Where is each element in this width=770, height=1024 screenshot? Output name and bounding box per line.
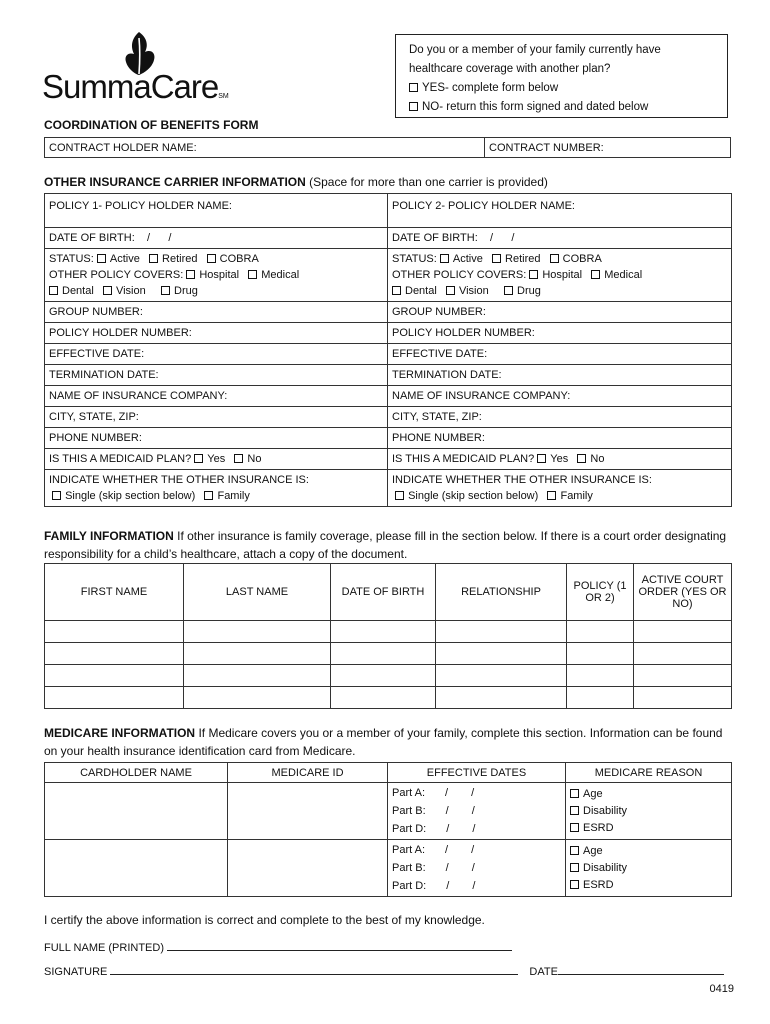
checkbox-icon[interactable] bbox=[570, 846, 579, 855]
checkbox-icon[interactable] bbox=[149, 254, 158, 263]
checkbox-icon[interactable] bbox=[440, 254, 449, 263]
policy1-company-field[interactable]: NAME OF INSURANCE COMPANY: bbox=[45, 386, 388, 407]
family-table bbox=[44, 563, 732, 709]
checkbox-icon[interactable] bbox=[395, 491, 404, 500]
medicare-col-dates: EFFECTIVE DATES bbox=[388, 763, 566, 783]
contract-number-field[interactable]: CONTRACT NUMBER: bbox=[485, 138, 731, 158]
family-section-heading: FAMILY INFORMATION If other insurance is family coverage, please fill in the section below. If there is a court order designating responsibility for a child’s healthcare, attach a copy of the document. bbox=[44, 529, 727, 561]
signature-row: SIGNATURE DATE bbox=[44, 962, 724, 978]
summacare-logo: SummaCareSM bbox=[42, 68, 229, 105]
checkbox-icon[interactable] bbox=[591, 270, 600, 279]
table-row bbox=[45, 687, 732, 709]
checkbox-icon[interactable] bbox=[570, 823, 579, 832]
coverage-yes-option[interactable]: YES- complete form below bbox=[409, 79, 727, 98]
policy2-insurance-type: INDICATE WHETHER THE OTHER INSURANCE IS: Single (skip section below) Family bbox=[388, 470, 732, 507]
checkbox-icon[interactable] bbox=[103, 286, 112, 295]
checkbox-icon[interactable] bbox=[97, 254, 106, 263]
checkbox-icon[interactable] bbox=[234, 454, 243, 463]
contract-holder-field[interactable]: CONTRACT HOLDER NAME: bbox=[45, 138, 485, 158]
carrier-table bbox=[44, 193, 732, 507]
family-col-last-name: LAST NAME bbox=[184, 564, 331, 621]
checkbox-icon[interactable] bbox=[570, 880, 579, 889]
table-row bbox=[45, 783, 732, 840]
medicare-effective-dates[interactable]: Part A: / / Part B: / / Part D: / / bbox=[388, 783, 566, 840]
checkbox-icon[interactable] bbox=[49, 286, 58, 295]
policy1-insurance-type: INDICATE WHETHER THE OTHER INSURANCE IS: Single (skip section below) Family bbox=[45, 470, 388, 507]
checkbox-icon[interactable] bbox=[161, 286, 170, 295]
form-code: 0419 bbox=[709, 983, 734, 995]
medicare-reason-options: Age Disability ESRD bbox=[566, 783, 732, 840]
policy1-medicaid: IS THIS A MEDICAID PLAN? Yes No bbox=[45, 449, 388, 470]
policy1-status-covers: STATUS: Active Retired COBRA OTHER POLICY COVERS: Hospital Medical Dental Vision Drug bbox=[45, 249, 388, 302]
table-row bbox=[45, 621, 732, 643]
checkbox-icon[interactable] bbox=[529, 270, 538, 279]
policy1-effective-field[interactable]: EFFECTIVE DATE: bbox=[45, 344, 388, 365]
policy2-city-field[interactable]: CITY, STATE, ZIP: bbox=[388, 407, 732, 428]
medicare-reason-options: Age Disability ESRD bbox=[566, 840, 732, 897]
family-col-dob: DATE OF BIRTH bbox=[331, 564, 436, 621]
checkbox-icon[interactable] bbox=[204, 491, 213, 500]
checkbox-icon[interactable] bbox=[248, 270, 257, 279]
date-line[interactable] bbox=[558, 962, 724, 975]
family-col-first-name: FIRST NAME bbox=[45, 564, 184, 621]
family-col-policy: POLICY (1 OR 2) bbox=[567, 564, 634, 621]
checkbox-icon[interactable] bbox=[207, 254, 216, 263]
policy2-group-field[interactable]: GROUP NUMBER: bbox=[388, 302, 732, 323]
policy2-termination-field[interactable]: TERMINATION DATE: bbox=[388, 365, 732, 386]
medicare-effective-dates[interactable]: Part A: / / Part B: / / Part D: / / bbox=[388, 840, 566, 897]
coverage-question-box bbox=[395, 34, 728, 118]
policy2-phone-field[interactable]: PHONE NUMBER: bbox=[388, 428, 732, 449]
policy2-status-covers: STATUS: Active Retired COBRA OTHER POLICY COVERS: Hospital Medical Dental Vision Drug bbox=[388, 249, 732, 302]
checkbox-icon[interactable] bbox=[570, 863, 579, 872]
table-row bbox=[45, 643, 732, 665]
checkbox-icon[interactable] bbox=[570, 789, 579, 798]
policy2-medicaid: IS THIS A MEDICAID PLAN? Yes No bbox=[388, 449, 732, 470]
checkbox-icon[interactable] bbox=[186, 270, 195, 279]
policy1-city-field[interactable]: CITY, STATE, ZIP: bbox=[45, 407, 388, 428]
checkbox-icon[interactable] bbox=[504, 286, 513, 295]
policy2-holder-field[interactable]: POLICY 2- POLICY HOLDER NAME: bbox=[388, 194, 732, 228]
policy1-dob-field[interactable]: DATE OF BIRTH: / / bbox=[45, 228, 388, 249]
policy1-phone-field[interactable]: PHONE NUMBER: bbox=[45, 428, 388, 449]
medicare-col-cardholder: CARDHOLDER NAME bbox=[45, 763, 228, 783]
policy2-dob-field[interactable]: DATE OF BIRTH: / / bbox=[388, 228, 732, 249]
full-name-row: FULL NAME (PRINTED) bbox=[44, 938, 512, 954]
checkbox-icon[interactable] bbox=[577, 454, 586, 463]
full-name-line[interactable] bbox=[167, 938, 512, 951]
checkbox-icon[interactable] bbox=[409, 102, 418, 111]
contract-table bbox=[44, 137, 731, 158]
policy2-holder-number-field[interactable]: POLICY HOLDER NUMBER: bbox=[388, 323, 732, 344]
table-row bbox=[45, 840, 732, 897]
policy1-holder-number-field[interactable]: POLICY HOLDER NUMBER: bbox=[45, 323, 388, 344]
policy1-holder-field[interactable]: POLICY 1- POLICY HOLDER NAME: bbox=[45, 194, 388, 228]
checkbox-icon[interactable] bbox=[52, 491, 61, 500]
checkbox-icon[interactable] bbox=[409, 83, 418, 92]
checkbox-icon[interactable] bbox=[547, 491, 556, 500]
coverage-no-option[interactable]: NO- return this form signed and dated below bbox=[409, 98, 727, 117]
certify-statement: I certify the above information is correct and complete to the best of my knowledge. bbox=[44, 913, 485, 927]
checkbox-icon[interactable] bbox=[392, 286, 401, 295]
checkbox-icon[interactable] bbox=[194, 454, 203, 463]
carrier-section-heading: OTHER INSURANCE CARRIER INFORMATION (Space for more than one carrier is provided) bbox=[44, 175, 548, 189]
form-title: COORDINATION OF BENEFITS FORM bbox=[44, 118, 259, 132]
medicare-col-reason: MEDICARE REASON bbox=[566, 763, 732, 783]
medicare-table bbox=[44, 762, 732, 897]
policy1-group-field[interactable]: GROUP NUMBER: bbox=[45, 302, 388, 323]
coverage-question: Do you or a member of your family currently have healthcare coverage with another plan? bbox=[409, 44, 661, 75]
checkbox-icon[interactable] bbox=[550, 254, 559, 263]
medicare-col-id: MEDICARE ID bbox=[228, 763, 388, 783]
family-col-relationship: RELATIONSHIP bbox=[436, 564, 567, 621]
family-col-court-order: ACTIVE COURT ORDER (YES OR NO) bbox=[634, 564, 732, 621]
policy2-company-field[interactable]: NAME OF INSURANCE COMPANY: bbox=[388, 386, 732, 407]
table-row bbox=[45, 665, 732, 687]
checkbox-icon[interactable] bbox=[492, 254, 501, 263]
policy1-termination-field[interactable]: TERMINATION DATE: bbox=[45, 365, 388, 386]
signature-line[interactable] bbox=[110, 962, 518, 975]
checkbox-icon[interactable] bbox=[570, 806, 579, 815]
checkbox-icon[interactable] bbox=[537, 454, 546, 463]
checkbox-icon[interactable] bbox=[446, 286, 455, 295]
policy2-effective-field[interactable]: EFFECTIVE DATE: bbox=[388, 344, 732, 365]
medicare-section-heading: MEDICARE INFORMATION If Medicare covers you or a member of your family, complete this section. Information can be found on your health insurance identification card from Medicare. bbox=[44, 726, 723, 758]
